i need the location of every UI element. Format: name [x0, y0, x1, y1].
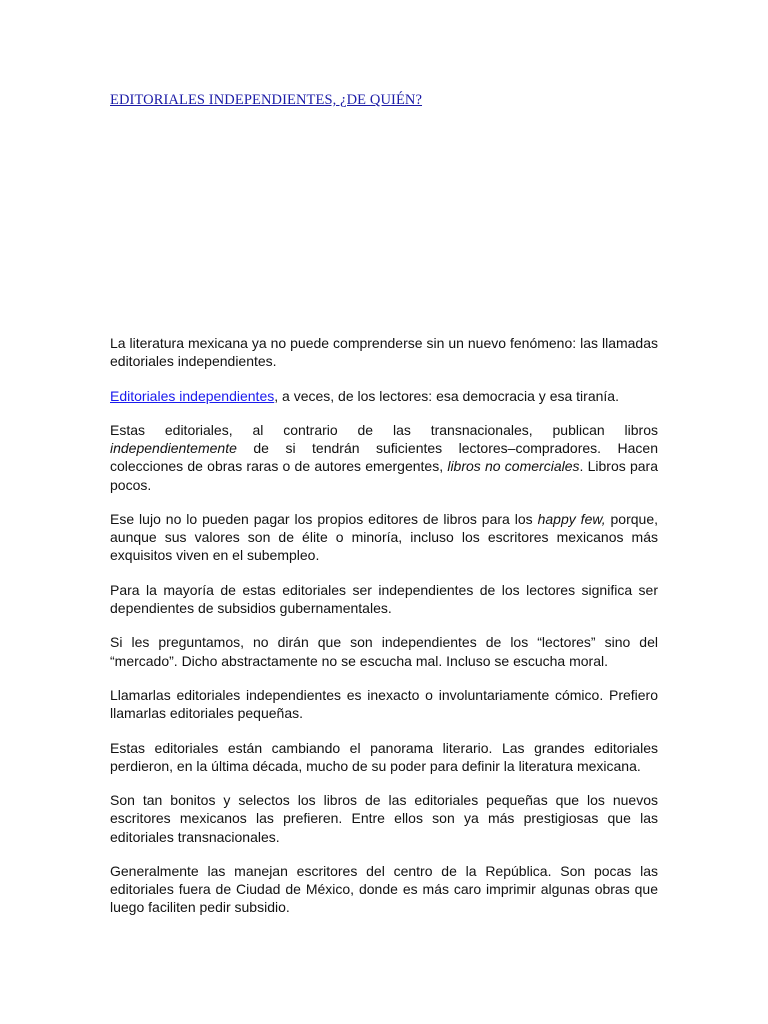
paragraph-2	[110, 387, 658, 405]
paragraph-4-part-2: porque, aunque sus valores son de élite o minoría, incluso los escritores mexicanos más exquisitos viven en el subempleo.	[110, 510, 659, 564]
paragraph-3-part-2: de si tendrán suficientes lectores–compradores. Hacen colecciones de obras raras o de autores emergentes,	[110, 440, 658, 475]
paragraph-1: La literatura mexicana ya no puede comprenderse sin un nuevo fenómeno: las llamadas editoriales independientes.	[110, 335, 658, 370]
paragraph-4-part-1: Ese lujo no lo pueden pagar los propios editores de libros para los	[110, 510, 538, 527]
paragraph-6: Si les preguntamos, no dirán que son independientes de los “lectores” sino del “mercado”. Dicho abstractamente no se escucha mal. Incluso se escucha moral.	[110, 634, 658, 669]
paragraph-3-part-1: Estas editoriales, al contrario de las transnacionales, publican libros	[110, 421, 658, 438]
document-title[interactable]: EDITORIALES INDEPENDIENTES, ¿DE QUIÉN?	[110, 92, 423, 108]
paragraph-9: Son tan bonitos y selectos los libros de las editoriales pequeñas que los nuevos escritores mexicanos las prefieren. Entre ellos son ya más prestigiosas que las editoriales transnacionales.	[110, 792, 658, 845]
paragraph-4	[110, 510, 658, 565]
paragraph-2-text: , a veces, de los lectores: esa democracia y esa tiranía.	[274, 387, 619, 404]
editoriales-independientes-link[interactable]: Editoriales independientes	[110, 387, 275, 404]
paragraph-4-emphasis: happy few,	[537, 510, 606, 527]
paragraph-5: Para la mayoría de estas editoriales ser independientes de los lectores significa ser dependientes de subsidios gubernamentales.	[110, 581, 658, 616]
paragraph-10: Generalmente las manejan escritores del centro de la República. Son pocas las editoriales fuera de Ciudad de México, donde es más caro imprimir algunas obras que luego faciliten pedir subsidio.	[110, 862, 658, 916]
paragraph-7: Llamarlas editoriales independientes es inexacto o involuntariamente cómico. Prefiero llamarlas editoriales pequeñas.	[110, 686, 658, 722]
paragraph-3-part-3: . Libros para pocos.	[110, 458, 658, 493]
paragraph-8: Estas editoriales están cambiando el panorama literario. Las grandes editoriales perdieron, en la última década, mucho de su poder para definir la literatura mexicana.	[110, 739, 658, 774]
paragraph-3-emphasis-2: libros no comerciales	[447, 458, 580, 475]
document-body	[110, 334, 658, 933]
paragraph-3	[110, 421, 658, 494]
paragraph-3-emphasis-1: independientemente	[110, 440, 237, 457]
